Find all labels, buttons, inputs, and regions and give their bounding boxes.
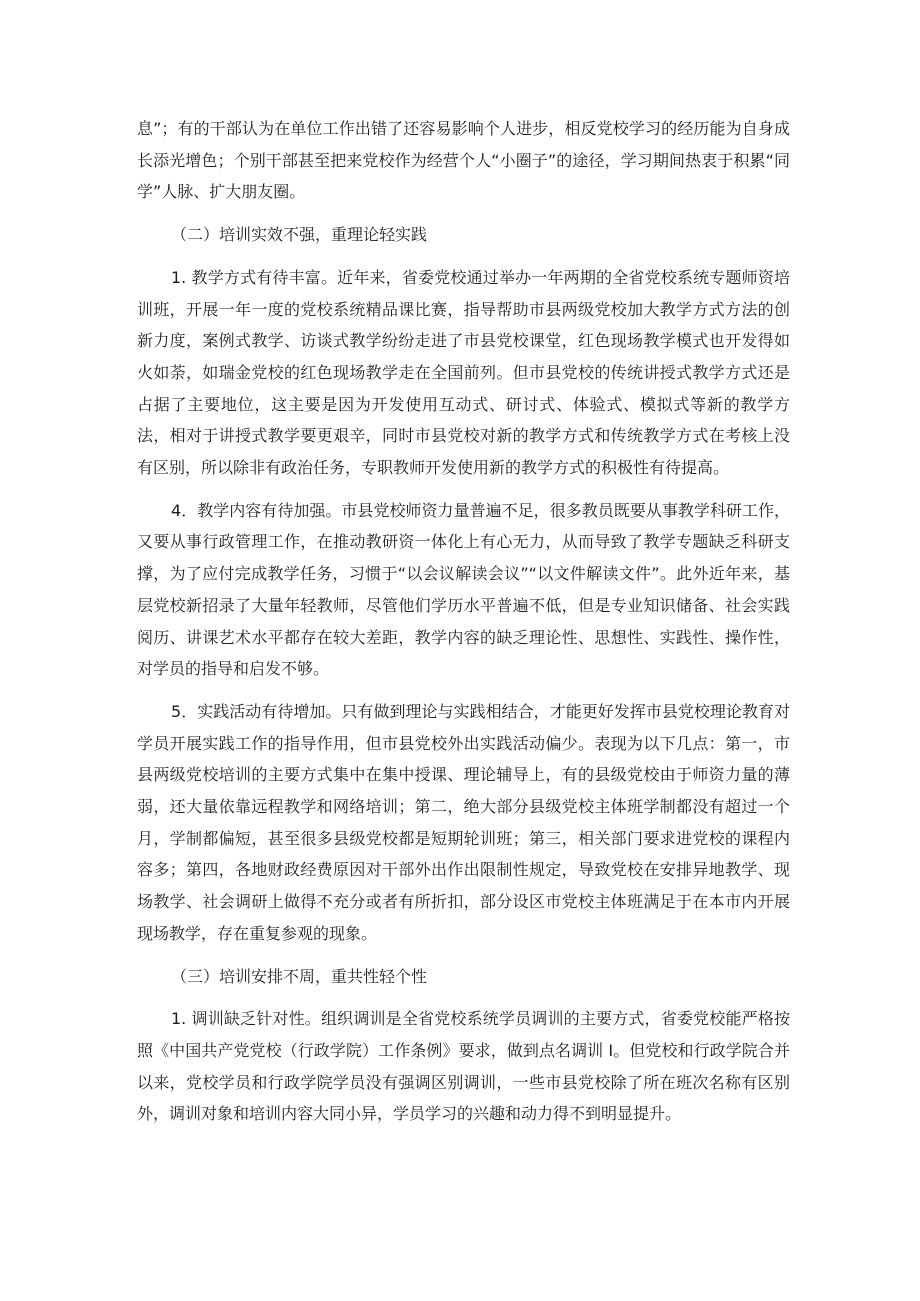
paragraph-teaching-content: 4．教学内容有待加强。市县党校师资力量普遍不足，很多教员既要从事教学科研工作，又要从事行政管理工作，在推动教研资一体化上有心无力，从而导致了教学专题缺乏科研支撑，为了应付完成教学任务，习惯于“以会议解读会议”“以文件解读文件”。此外近年来，基层党校新招录了大量年轻教师，尽管他们学历水平普遍不低，但是专业知识储备、社会实践阅历、讲课艺术水平都存在较大差距，教学内容的缺乏理论性、思想性、实践性、操作性，对学员的指导和启发不够。 [137, 500, 790, 679]
paragraph-continuation: 息”；有的干部认为在单位工作出错了还容易影响个人进步，相反党校学习的经历能为自身成长添光增色；个别干部甚至把来党校作为经营个人“小圈子”的途径，学习期间热衷于积累“同学”人脉、扩大朋友圈。 [137, 119, 790, 202]
section-heading-2: （二）培训实效不强，重理论轻实践 [171, 225, 428, 245]
document-body [137, 113, 790, 1130]
paragraph-training-targeting: 1. 调训缺乏针对性。组织调训是全省党校系统学员调训的主要方式，省委党校能严格按照《中国共产党党校（行政学院）工作条例》要求，做到点名调训 I。但党校和行政学院合并以来，党校学员和行政学院学员没有强调区别调训，一些市县党校除了所在班次名称有区别外，调训对象和培训内容大同小异，学员学习的兴趣和动力得不到明显提升。 [137, 1009, 790, 1124]
paragraph-teaching-methods: 1. 教学方式有待丰富。近年来，省委党校通过举办一年两期的全省党校系统专题师资培训班，开展一年一度的党校系统精品课比赛，指导帮助市县两级党校加大教学方式方法的创新力度，案例式教学、访谈式教学纷纷走进了市县党校课堂，红色现场教学模式也开发得如火如荼，如瑞金党校的红色现场教学走在全国前列。但市县党校的传统讲授式教学方式还是占据了主要地位，这主要是因为开发使用互动式、研讨式、体验式、模拟式等新的教学方法，相对于讲授式教学要更艰辛，同时市县党校对新的教学方式和传统教学方式在考核上没有区别，所以除非有政治任务，专职教师开发使用新的教学方式的积极性有待提高。 [137, 267, 790, 478]
paragraph-practice-activities: 5．实践活动有待增加。只有做到理论与实践相结合，才能更好发挥市县党校理论教育对学员开展实践工作的指导作用，但市县党校外出实践活动偏少。表现为以下几点：第一，市县两级党校培训的主要方式集中在集中授课、理论辅导上，有的县级党校由于师资力量的薄弱，还大量依靠远程教学和网络培训；第二，绝大部分县级党校主体班学制都没有超过一个月，学制都偏短，甚至很多县级党校都是短期轮训班；第三，相关部门要求进党校的课程内容多；第四，各地财政经费原因对干部外出作出限制性规定，导致党校在安排异地教学、现场教学、社会调研上做得不充分或者有所折扣，部分设区市党校主体班满足于在本市内开展现场教学，存在重复参观的现象。 [137, 701, 790, 943]
section-heading-3: （三）培训安排不周，重共性轻个性 [171, 966, 428, 986]
